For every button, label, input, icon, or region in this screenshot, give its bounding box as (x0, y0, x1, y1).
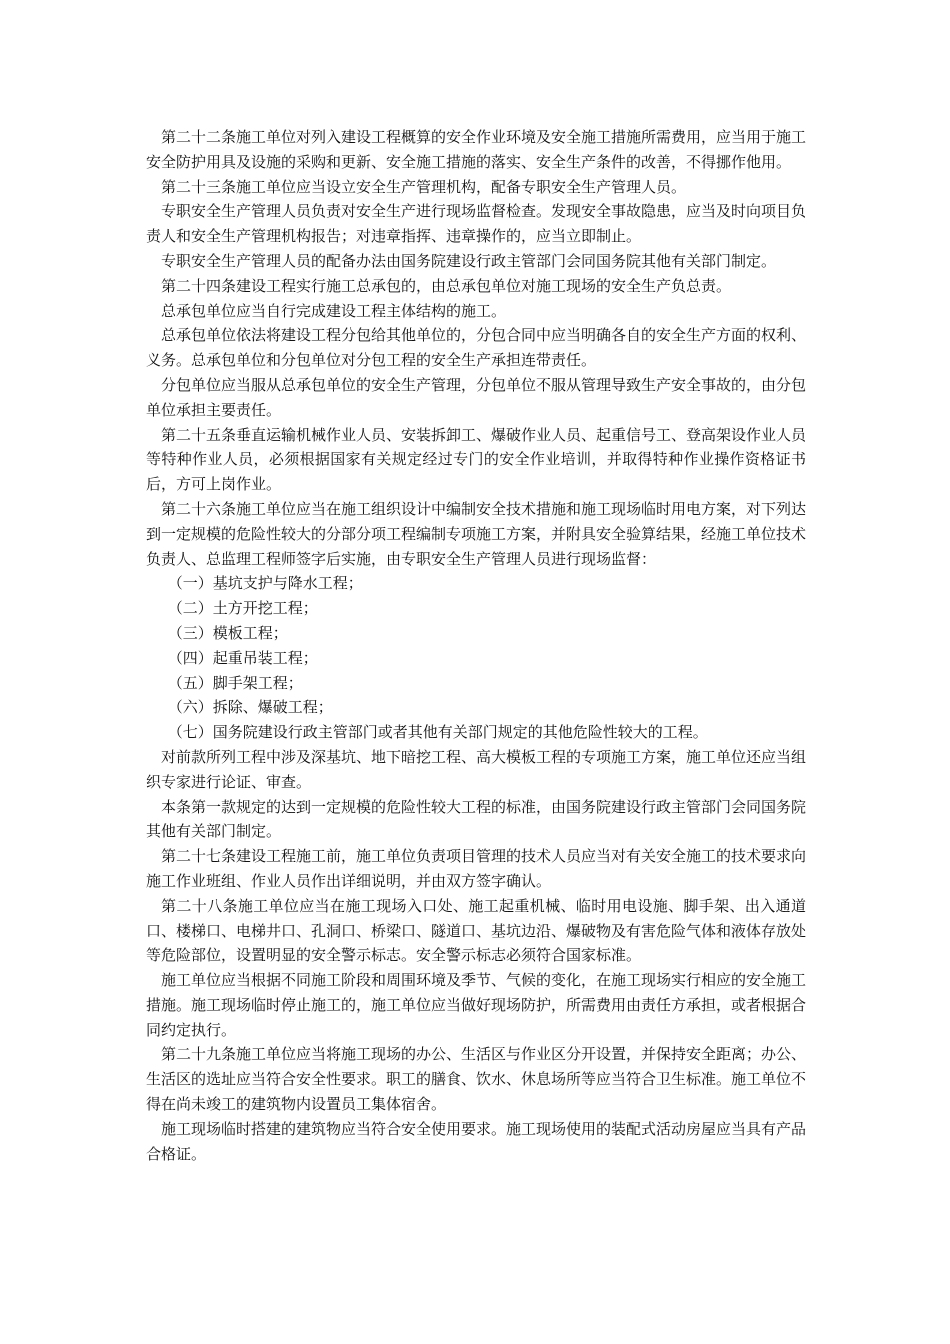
paragraph: 分包单位应当服从总承包单位的安全生产管理，分包单位不服从管理导致生产安全事故的，由分包单位承担主要责任。 (146, 375, 807, 419)
paragraph: 总承包单位依法将建设工程分包给其他单位的，分包合同中应当明确各自的安全生产方面的权利、义务。总承包单位和分包单位对分包工程的安全生产承担连带责任。 (146, 326, 807, 370)
paragraph: 施工单位应当根据不同施工阶段和周围环境及季节、气候的变化，在施工现场实行相应的安全施工措施。施工现场临时停止施工的，施工单位应当做好现场防护，所需费用由责任方承担，或者根据合同约定执行。 (146, 971, 807, 1039)
list-item: （六）拆除、爆破工程； (167, 698, 333, 717)
list-item: （四）起重吊装工程； (167, 648, 318, 667)
paragraph-article-24: 第二十四条建设工程实行施工总承包的，由总承包单位对施工现场的安全生产负总责。 (161, 276, 732, 295)
paragraph-article-25: 第二十五条垂直运输机械作业人员、安装拆卸工、爆破作业人员、起重信号工、登高架设作业人员等特种作业人员，必须根据国家有关规定经过专门的安全作业培训，并取得特种作业操作资格证书后，方可上岗作业。 (146, 425, 807, 494)
paragraph: 总承包单位应当自行完成建设工程主体结构的施工。 (161, 301, 507, 320)
paragraph-article-29: 第二十九条施工单位应当将施工现场的办公、生活区与作业区分开设置，并保持安全距离；办公、生活区的选址应当符合安全性要求。职工的膳食、饮水、休息场所等应当符合卫生标准。施工单位不得在尚未竣工的建筑物内设置员工集体宿舍。 (146, 1045, 807, 1114)
list-item: （二）土方开挖工程； (167, 599, 318, 618)
paragraph: 本条第一款规定的达到一定规模的危险性较大工程的标准，由国务院建设行政主管部门会同国务院其他有关部门制定。 (146, 797, 807, 841)
paragraph-article-28: 第二十八条施工单位应当在施工现场入口处、施工起重机械、临时用电设施、脚手架、出入通道口、楼梯口、电梯井口、孔洞口、桥梁口、隧道口、基坑边沿、爆破物及有害危险气体和液体存放处等危险部位，设置明显的安全警示标志。安全警示标志必须符合国家标准。 (146, 896, 807, 965)
paragraph-article-23: 第二十三条施工单位应当设立安全生产管理机构，配备专职安全生产管理人员。 (161, 177, 687, 196)
paragraph: 专职安全生产管理人员的配备办法由国务院建设行政主管部门会同国务院其他有关部门制定。 (161, 251, 777, 270)
list-item: （一）基坑支护与降水工程； (167, 574, 363, 593)
paragraph-article-22: 第二十二条施工单位对列入建设工程概算的安全作业环境及安全施工措施所需费用，应当用于施工安全防护用具及设施的采购和更新、安全施工措施的落实、安全生产条件的改善，不得挪作他用。 (146, 128, 807, 171)
list-item: （七）国务院建设行政主管部门或者其他有关部门规定的其他危险性较大的工程。 (167, 723, 708, 742)
paragraph: 专职安全生产管理人员负责对安全生产进行现场监督检查。发现安全事故隐患，应当及时向项目负责人和安全生产管理机构报告；对违章指挥、违章操作的，应当立即制止。 (146, 202, 807, 246)
paragraph-article-27: 第二十七条建设工程施工前，施工单位负责项目管理的技术人员应当对有关安全施工的技术要求向施工作业班组、作业人员作出详细说明，并由双方签字确认。 (146, 847, 807, 890)
paragraph: 施工现场临时搭建的建筑物应当符合安全使用要求。施工现场使用的装配式活动房屋应当具有产品合格证。 (146, 1119, 807, 1163)
list-item: （五）脚手架工程； (167, 673, 303, 692)
paragraph: 对前款所列工程中涉及深基坑、地下暗挖工程、高大模板工程的专项施工方案，施工单位还应当组织专家进行论证、审查。 (146, 747, 807, 791)
document-body (146, 125, 806, 1166)
list-item: （三）模板工程； (167, 623, 288, 642)
paragraph-article-26: 第二十六条施工单位应当在施工组织设计中编制安全技术措施和施工现场临时用电方案，对下列达到一定规模的危险性较大的分部分项工程编制专项施工方案，并附具安全验算结果，经施工单位技术负责人、总监理工程师签字后实施，由专职安全生产管理人员进行现场监督： (146, 499, 807, 568)
